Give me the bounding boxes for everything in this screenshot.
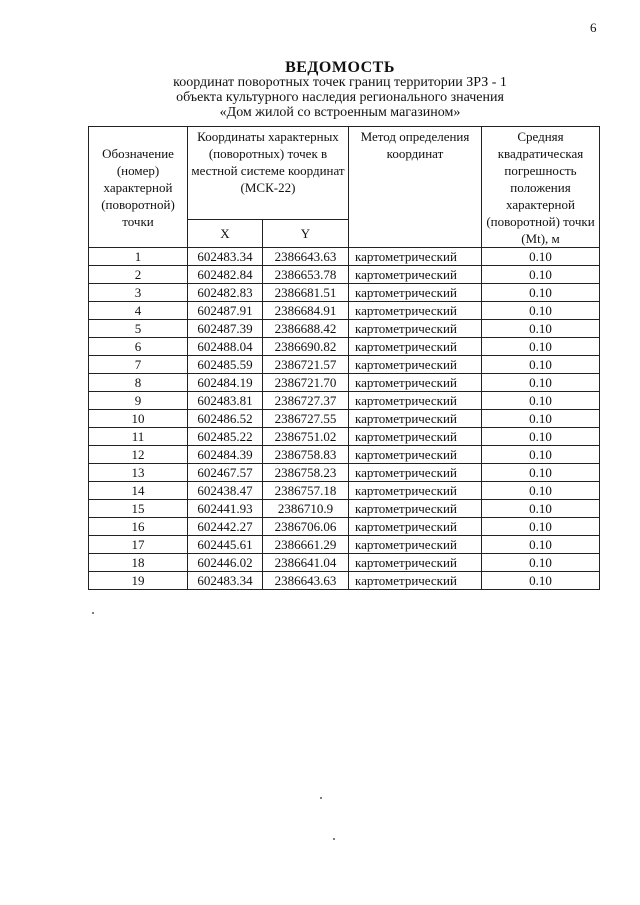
- table-header: [89, 127, 600, 248]
- method-cell: картометрический: [349, 374, 482, 392]
- heading-line-1: координат поворотных точек границ территории ЗРЗ - 1: [173, 75, 507, 90]
- x-coordinate-cell: 602482.84: [188, 266, 263, 284]
- x-coordinate-cell: 602483.34: [188, 572, 263, 590]
- point-number-cell: 1: [89, 248, 188, 266]
- table-row: [89, 428, 600, 446]
- method-cell: картометрический: [349, 536, 482, 554]
- precision-cell: 0.10: [482, 500, 600, 518]
- header-method: Метод определения координат: [349, 127, 482, 248]
- table-row: [89, 338, 600, 356]
- y-coordinate-cell: 2386661.29: [263, 536, 349, 554]
- method-cell: картометрический: [349, 302, 482, 320]
- y-coordinate-cell: 2386751.02: [263, 428, 349, 446]
- y-coordinate-cell: 2386706.06: [263, 518, 349, 536]
- precision-cell: 0.10: [482, 338, 600, 356]
- table-row: [89, 320, 600, 338]
- y-coordinate-cell: 2386690.82: [263, 338, 349, 356]
- precision-cell: 0.10: [482, 410, 600, 428]
- header-precision: Средняя квадратическая погрешность положения характерной (поворотной) точки (Mt), м: [482, 127, 600, 248]
- point-number-cell: 12: [89, 446, 188, 464]
- page-number: 6: [590, 20, 597, 35]
- point-number-cell: 8: [89, 374, 188, 392]
- x-coordinate-cell: 602445.61: [188, 536, 263, 554]
- point-number-cell: 3: [89, 284, 188, 302]
- method-cell: картометрический: [349, 572, 482, 590]
- y-coordinate-cell: 2386710.9: [263, 500, 349, 518]
- point-number-cell: 15: [89, 500, 188, 518]
- y-coordinate-cell: 2386727.55: [263, 410, 349, 428]
- table-row: [89, 374, 600, 392]
- table-row: [89, 482, 600, 500]
- y-coordinate-cell: 2386688.42: [263, 320, 349, 338]
- table-row: [89, 248, 600, 266]
- x-coordinate-cell: 602487.91: [188, 302, 263, 320]
- point-number-cell: 10: [89, 410, 188, 428]
- x-coordinate-cell: 602483.34: [188, 248, 263, 266]
- method-cell: картометрический: [349, 464, 482, 482]
- precision-cell: 0.10: [482, 428, 600, 446]
- method-cell: картометрический: [349, 410, 482, 428]
- table-body: [89, 248, 600, 590]
- point-number-cell: 17: [89, 536, 188, 554]
- method-cell: картометрический: [349, 554, 482, 572]
- precision-cell: 0.10: [482, 266, 600, 284]
- method-cell: картометрический: [349, 248, 482, 266]
- y-coordinate-cell: 2386727.37: [263, 392, 349, 410]
- method-cell: картометрический: [349, 446, 482, 464]
- table-row: [89, 536, 600, 554]
- table-row: [89, 446, 600, 464]
- table-row: [89, 572, 600, 590]
- heading-line-3: «Дом жилой со встроенным магазином»: [219, 105, 461, 120]
- point-number-cell: 2: [89, 266, 188, 284]
- precision-cell: 0.10: [482, 518, 600, 536]
- coordinates-table: [88, 126, 600, 590]
- method-cell: картометрический: [349, 392, 482, 410]
- y-coordinate-cell: 2386721.57: [263, 356, 349, 374]
- precision-cell: 0.10: [482, 572, 600, 590]
- scan-speck: [333, 838, 335, 840]
- table-row: [89, 410, 600, 428]
- document-title: ВЕДОМОСТЬ: [285, 59, 395, 76]
- table-row: [89, 554, 600, 572]
- header-point-id: Обозначение (номер) характерной (поворотной) точки: [89, 127, 188, 248]
- precision-cell: 0.10: [482, 374, 600, 392]
- point-number-cell: 14: [89, 482, 188, 500]
- point-number-cell: 13: [89, 464, 188, 482]
- precision-cell: 0.10: [482, 554, 600, 572]
- point-number-cell: 9: [89, 392, 188, 410]
- method-cell: картометрический: [349, 518, 482, 536]
- x-coordinate-cell: 602488.04: [188, 338, 263, 356]
- y-coordinate-cell: 2386681.51: [263, 284, 349, 302]
- precision-cell: 0.10: [482, 464, 600, 482]
- point-number-cell: 16: [89, 518, 188, 536]
- point-number-cell: 5: [89, 320, 188, 338]
- method-cell: картометрический: [349, 356, 482, 374]
- precision-cell: 0.10: [482, 248, 600, 266]
- method-cell: картометрический: [349, 266, 482, 284]
- document-heading: [60, 60, 620, 120]
- table-row: [89, 500, 600, 518]
- header-y: Y: [263, 220, 349, 248]
- x-coordinate-cell: 602485.59: [188, 356, 263, 374]
- point-number-cell: 7: [89, 356, 188, 374]
- table-row: [89, 284, 600, 302]
- precision-cell: 0.10: [482, 446, 600, 464]
- y-coordinate-cell: 2386721.70: [263, 374, 349, 392]
- method-cell: картометрический: [349, 320, 482, 338]
- scan-speck: [92, 612, 94, 614]
- x-coordinate-cell: 602467.57: [188, 464, 263, 482]
- x-coordinate-cell: 602441.93: [188, 500, 263, 518]
- table-row: [89, 356, 600, 374]
- x-coordinate-cell: 602482.83: [188, 284, 263, 302]
- precision-cell: 0.10: [482, 356, 600, 374]
- y-coordinate-cell: 2386758.83: [263, 446, 349, 464]
- x-coordinate-cell: 602438.47: [188, 482, 263, 500]
- x-coordinate-cell: 602487.39: [188, 320, 263, 338]
- x-coordinate-cell: 602483.81: [188, 392, 263, 410]
- method-cell: картометрический: [349, 338, 482, 356]
- header-x: X: [188, 220, 263, 248]
- y-coordinate-cell: 2386758.23: [263, 464, 349, 482]
- y-coordinate-cell: 2386653.78: [263, 266, 349, 284]
- precision-cell: 0.10: [482, 392, 600, 410]
- method-cell: картометрический: [349, 428, 482, 446]
- x-coordinate-cell: 602484.39: [188, 446, 263, 464]
- y-coordinate-cell: 2386641.04: [263, 554, 349, 572]
- precision-cell: 0.10: [482, 320, 600, 338]
- point-number-cell: 18: [89, 554, 188, 572]
- precision-cell: 0.10: [482, 284, 600, 302]
- table-row: [89, 302, 600, 320]
- x-coordinate-cell: 602486.52: [188, 410, 263, 428]
- heading-line-2: объекта культурного наследия регионального значения: [176, 90, 504, 105]
- x-coordinate-cell: 602442.27: [188, 518, 263, 536]
- precision-cell: 0.10: [482, 536, 600, 554]
- table-row: [89, 392, 600, 410]
- point-number-cell: 19: [89, 572, 188, 590]
- method-cell: картометрический: [349, 284, 482, 302]
- point-number-cell: 6: [89, 338, 188, 356]
- precision-cell: 0.10: [482, 302, 600, 320]
- x-coordinate-cell: 602485.22: [188, 428, 263, 446]
- point-number-cell: 11: [89, 428, 188, 446]
- scan-speck: [320, 797, 322, 799]
- precision-cell: 0.10: [482, 482, 600, 500]
- x-coordinate-cell: 602484.19: [188, 374, 263, 392]
- y-coordinate-cell: 2386757.18: [263, 482, 349, 500]
- y-coordinate-cell: 2386643.63: [263, 248, 349, 266]
- table-row: [89, 464, 600, 482]
- table-row: [89, 518, 600, 536]
- method-cell: картометрический: [349, 500, 482, 518]
- x-coordinate-cell: 602446.02: [188, 554, 263, 572]
- y-coordinate-cell: 2386643.63: [263, 572, 349, 590]
- table-row: [89, 266, 600, 284]
- point-number-cell: 4: [89, 302, 188, 320]
- header-coordinates: Координаты характерных (поворотных) точек в местной системе координат (МСК-22): [188, 127, 349, 220]
- y-coordinate-cell: 2386684.91: [263, 302, 349, 320]
- method-cell: картометрический: [349, 482, 482, 500]
